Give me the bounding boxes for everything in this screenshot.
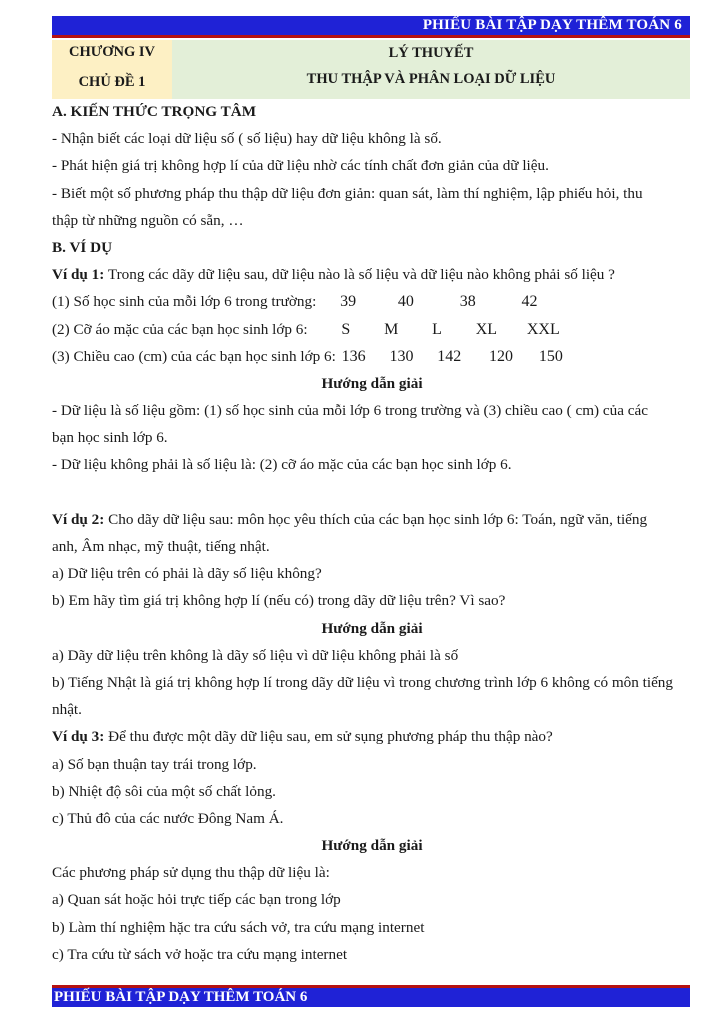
- example-2-part-b: b) Em hãy tìm giá trị không hợp lí (nếu có) trong dãy dữ liệu trên? Vì sao?: [52, 592, 506, 610]
- guide-heading: Hướng dẫn giải: [321, 374, 423, 392]
- row-value: 39: [340, 293, 357, 311]
- title-box: [172, 40, 690, 99]
- answer-line: Các phương pháp sử dụng thu thập dữ liệu là:: [52, 864, 330, 882]
- row-value: S: [341, 320, 351, 338]
- section-b-heading: B. VÍ DỤ: [52, 238, 113, 256]
- example-2-part-a: a) Dữ liệu trên có phải là dãy số liệu không?: [52, 565, 322, 583]
- example-2-question-cont: anh, Âm nhạc, mỹ thuật, tiếng nhật.: [52, 538, 270, 555]
- guide-heading: Hướng dẫn giải: [321, 619, 423, 637]
- example-3-question: [52, 723, 692, 750]
- row-value: 42: [521, 293, 538, 311]
- row-value: 136: [341, 347, 366, 365]
- example-1-question: [52, 261, 692, 288]
- row-value: 150: [538, 347, 563, 365]
- spacer: [52, 479, 692, 506]
- example-3-part: b) Nhiệt độ sôi của một số chất lỏng.: [52, 782, 276, 800]
- footer-banner: [52, 985, 690, 1007]
- row-value: 142: [437, 347, 462, 365]
- section-a-heading: A. KIẾN THỨC TRỌNG TÂM: [52, 103, 257, 120]
- answer-line: b) Làm thí nghiệm hặc tra cứu sách vở, tra cứu mạng internet: [52, 918, 425, 936]
- answer-line: - Dữ liệu là số liệu gồm: (1) số học sinh của mỗi lớp 6 trong trường và (3) chiều cao ( cm) của các: [52, 402, 648, 420]
- row-label: (3) Chiều cao (cm) của các bạn học sinh lớp 6:: [52, 347, 336, 365]
- section-a-line: - Biết một số phương pháp thu thập dữ liệu đơn giản: quan sát, làm thí nghiệm, lập phiếu hỏi, thu: [52, 184, 643, 202]
- topic-label: CHỦ ĐỀ 1: [78, 74, 146, 90]
- example-2-label: Ví dụ 2:: [52, 510, 105, 528]
- row-value: 38: [459, 293, 476, 311]
- page-title: THU THẬP VÀ PHÂN LOẠI DỮ LIỆU: [306, 71, 556, 87]
- example-3-label: Ví dụ 3:: [52, 728, 105, 746]
- row-value: XXL: [526, 320, 560, 338]
- example-1-row-2: [52, 316, 692, 343]
- row-value: L: [432, 320, 442, 338]
- row-label: (2) Cỡ áo mặc của các bạn học sinh lớp 6:: [52, 320, 308, 338]
- chapter-label: CHƯƠNG IV: [68, 44, 156, 60]
- example-1-row-1: [52, 288, 692, 315]
- row-value: 120: [489, 347, 514, 365]
- section-label: LÝ THUYẾT: [388, 45, 474, 61]
- example-3-text: Để thu được một dãy dữ liệu sau, em sử sụng phương pháp thu thập nào?: [104, 728, 553, 746]
- row-value: M: [384, 320, 399, 338]
- document-body: [52, 98, 692, 968]
- answer-line: nhật.: [52, 701, 82, 719]
- answer-line: a) Quan sát hoặc hỏi trực tiếp các bạn trong lớp: [52, 891, 341, 909]
- section-a-line: thập từ những nguồn có sẵn, …: [52, 211, 244, 229]
- answer-line: a) Dãy dữ liệu trên không là dãy số liệu vì dữ liệu không phải là số: [52, 646, 459, 664]
- answer-line: - Dữ liệu không phải là số liệu là: (2) cỡ áo mặc của các bạn học sinh lớp 6.: [52, 456, 512, 474]
- top-banner-text: PHIẾU BÀI TẬP DẠY THÊM TOÁN 6: [422, 17, 682, 33]
- row-value: 130: [389, 347, 414, 365]
- guide-heading: Hướng dẫn giải: [321, 837, 423, 855]
- row-value: 40: [397, 293, 414, 311]
- section-a-line: - Phát hiện giá trị không hợp lí của dữ liệu nhờ các tính chất đơn giản của dữ liệu.: [52, 157, 549, 175]
- row-label: (1) Số học sinh của mỗi lớp 6 trong trường:: [52, 293, 317, 311]
- example-2-question: [52, 506, 692, 533]
- example-3-part: c) Thủ đô của các nước Đông Nam Á.: [52, 809, 284, 827]
- section-a-line: - Nhận biết các loại dữ liệu số ( số liệu) hay dữ liệu không là số.: [52, 130, 442, 148]
- example-1-label: Ví dụ 1:: [52, 266, 105, 284]
- example-1-row-3: [52, 343, 692, 370]
- chapter-box: [52, 40, 172, 99]
- example-3-part: a) Số bạn thuận tay trái trong lớp.: [52, 755, 257, 773]
- example-1-text: Trong các dãy dữ liệu sau, dữ liệu nào là số liệu và dữ liệu nào không phải số liệu ?: [104, 266, 615, 284]
- top-banner: [52, 16, 690, 38]
- row-value: XL: [475, 320, 498, 338]
- example-2-text: Cho dãy dữ liệu sau: môn học yêu thích của các bạn học sinh lớp 6: Toán, ngữ văn, tiếng: [104, 510, 648, 528]
- answer-line: bạn học sinh lớp 6.: [52, 429, 168, 447]
- answer-line: c) Tra cứu từ sách vở hoặc tra cứu mạng internet: [52, 945, 348, 963]
- footer-banner-text: PHIẾU BÀI TẬP DẠY THÊM TOÁN 6: [54, 989, 308, 1005]
- answer-line: b) Tiếng Nhật là giá trị không hợp lí trong dãy dữ liệu vì trong chương trình lớp 6 không có môn tiếng: [52, 673, 673, 691]
